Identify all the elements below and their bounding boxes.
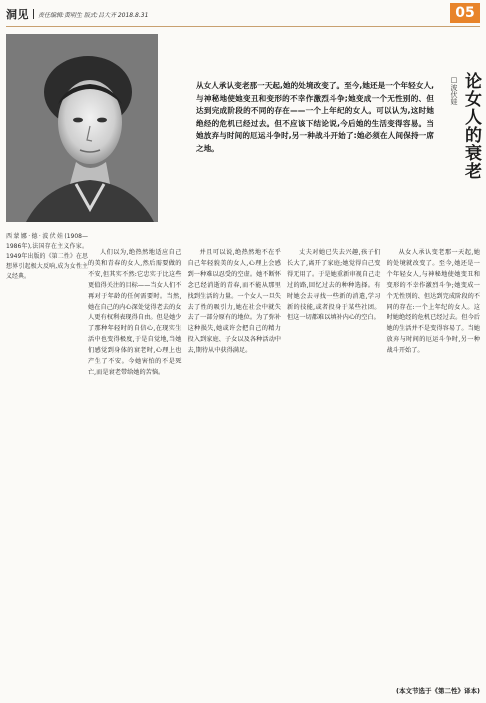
page-number-badge: 05 — [450, 3, 480, 23]
page-header — [6, 3, 480, 25]
title-block — [444, 72, 480, 192]
section-name: 洞见 — [6, 8, 29, 21]
header-rule — [6, 26, 480, 27]
source-note: (本文节选于《第二性》译本) — [396, 687, 480, 695]
lead-paragraph: 从女人承认变老那一天起,她的处境改变了。至今,她还是一个年轻女人,与神秘地使她变丑和变形的不幸作激烈斗争;她变成一个无性别的、但达到完成阶段的不同的存在——一个上年纪的女人。可以认为,这时她绝经的危机已经过去。但不应该下结论说,今后她的生活变得容易。当她放弃与时间的厄运斗争时,另一种战斗开始了:她必须在人间保持一席之地。 — [196, 81, 434, 153]
body-column — [387, 248, 481, 686]
portrait-illustration — [6, 34, 158, 222]
body-paragraph: 丈夫对她已失去兴趣,孩子们长大了,离开了家庭;她觉得自己变得无用了。于是她重新审视自己走过的路,回忆过去的种种选择。有时她会去寻找一些新的消遣,学习新的技能,或者投身于某些社团。但这一切都难以填补内心的空白。 — [287, 249, 381, 322]
article-author: □波伏娃 — [450, 76, 458, 105]
body-column — [88, 248, 182, 686]
body-paragraph: 从女人承认变老那一天起,她的处境就改变了。至今,她还是一个年轻女人,与神秘地使她变丑和变形的不幸作激烈斗争;她变成一个无性别的、但达到完成阶段的不同的存在:一个上年纪的女人。这时她绝经的危机已经过去。但今后她的生活并不是变得容易了。当她放弃与时间的厄运斗争时,另一种战斗开始了。 — [386, 249, 480, 355]
editor-line: 责任编辑:黄明生 版式:吕大齐 2018.8.31 — [38, 11, 149, 19]
body-paragraph: 并且可以说,绝热然地不在乎自己年轻貌美的女人,心理上会感到一种难以忍受的空虚。她不断怀念已经消逝的青春,而不能从那里找到生活的力量。一个女人一旦失去了性的吸引力,她在社会中就失去了一部分原有的地位。为了弥补这种损失,她或许会把自己的精力投入到家庭、子女以及各种活动中去,期待从中获得满足。 — [187, 249, 281, 355]
photo-caption: 西蒙娜·德·波伏娃(1908—1986年),法国存在主义作家。1949年出版的《第二性》在思想界引起极大反响,成为女性主义经典。 — [6, 233, 88, 280]
body-column — [287, 248, 381, 686]
section-divider — [33, 9, 34, 19]
body-column — [188, 248, 282, 686]
body-paragraph: 人们以为,绝热然地适应自己的美和青春的女人,然后需要做的不安,但其实不然:它忠实于比这些更值得关注的目标——当女人们不再对于年龄的任何需要时。当然,她在自己的内心深处觉得老去的女人更有权利表现得自由。但是她少了那种年轻时的自信心,在现实生活中也变得极度,于是自觉地,当她们感觉到身体的衰老时,心理上也产生了不安。今她害怕的不是死亡,而是衰老带给她的苦恼。 — [88, 249, 182, 376]
article-title: 论女人的衰老 — [461, 72, 481, 180]
body-column-text — [387, 248, 481, 357]
portrait-photo — [6, 34, 158, 222]
article-body — [88, 248, 480, 686]
